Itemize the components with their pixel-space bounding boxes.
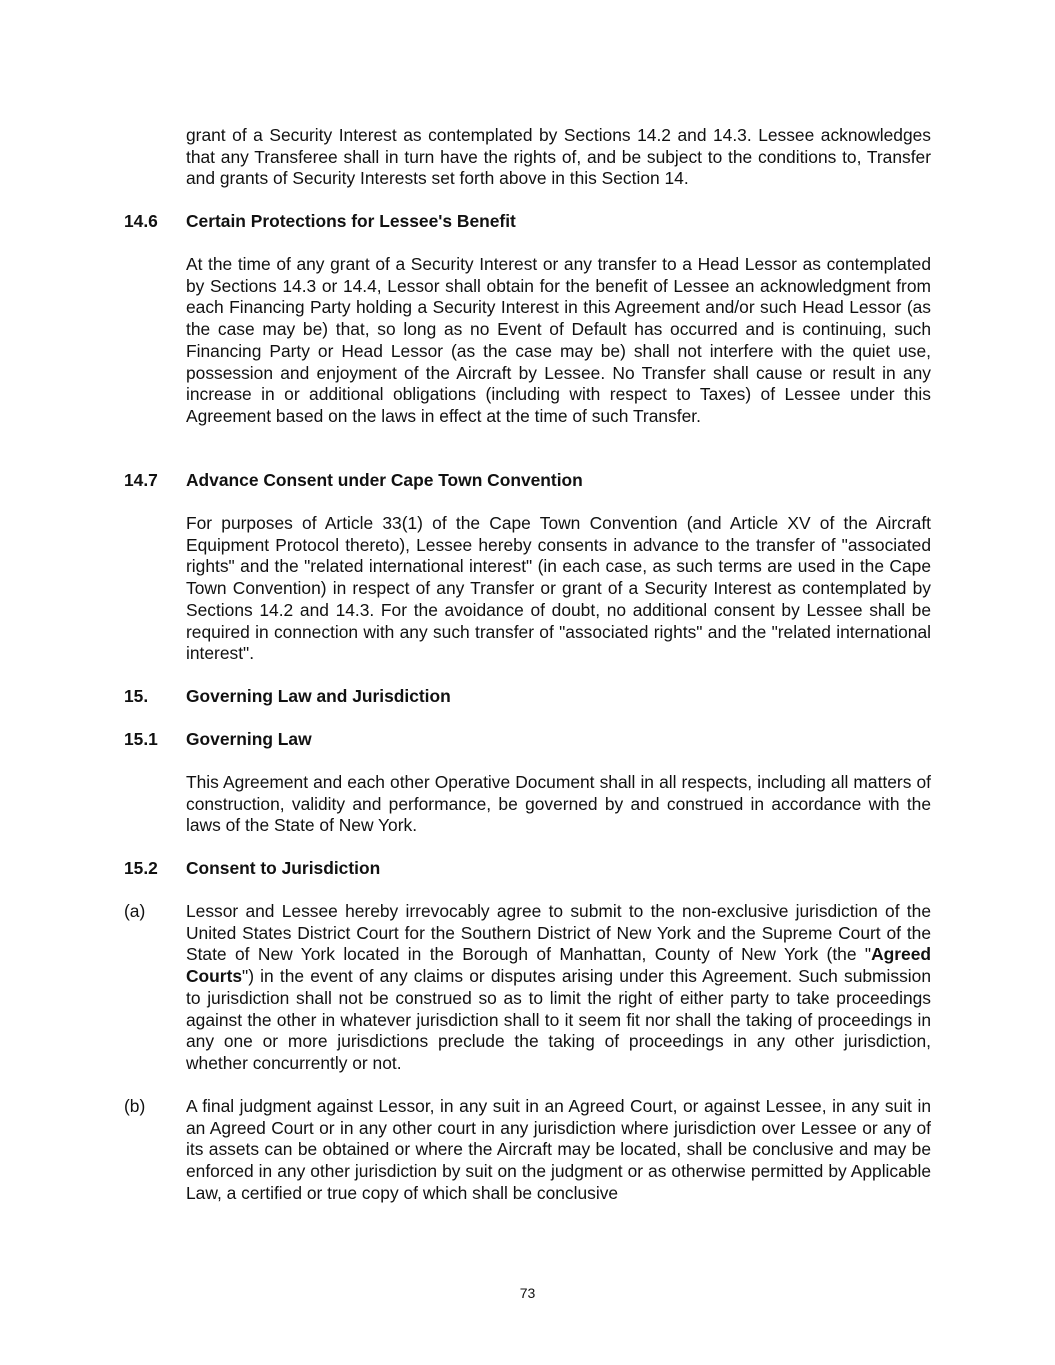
section-number: 15.2 <box>124 858 158 878</box>
section-14-6-body: At the time of any grant of a Security Interest or any transfer to a Head Lessor as contemplated by Sections 14.3 or 14.4, Lessor shall obtain for the benefit of Lessee an acknowledgment from each Financing Party holding a Security Interest in this Agreement and/or such Head Lessor (as the case may be) that, so long as no Event of Default has occurred and is continuing, such Financing Party or Head Lessor (as the case may be) shall not interfere with the quiet use, possession and enjoyment of the Aircraft by Lessee. No Transfer shall cause or result in any increase in or additional obligations (including with respect to Taxes) of Lessee under this Agreement based on the laws in effect at the time of such Transfer. <box>186 254 931 426</box>
section-15-1-heading <box>124 729 931 751</box>
section-number: 14.6 <box>124 211 158 231</box>
section-14-7-body: For purposes of Article 33(1) of the Cape Town Convention (and Article XV of the Aircraft Equipment Protocol thereto), Lessee hereby consents in advance to the transfer of "associated rights" and the "related international interest" (in each case, as such terms are used in the Cape Town Convention) in respect of any Transfer or grant of a Security Interest as contemplated by Sections 14.2 and 14.3. For the avoidance of doubt, no additional consent by Lessee shall be required in connection with any such transfer of "associated rights" and the "related international interest". <box>186 513 931 664</box>
section-number: 15. <box>124 686 149 706</box>
section-title: Certain Protections for Lessee's Benefit <box>186 211 516 231</box>
section-title: Advance Consent under Cape Town Convention <box>186 470 583 490</box>
section-15-heading <box>124 686 931 708</box>
section-14-6-heading <box>124 211 931 233</box>
section-title: Consent to Jurisdiction <box>186 858 381 878</box>
section-15-1-body: This Agreement and each other Operative Document shall in all respects, including all matters of construction, validity and performance, be governed by and construed in accordance with the laws of the State of New York. <box>186 772 931 836</box>
clause-a-text-after: ") in the event of any claims or disputes arising under this Agreement. Such submission to jurisdiction shall not be construed so as to limit the right of either party to take proceedings against the other in whatever jurisdiction shall to it seem fit nor shall the taking of proceedings in any one or more jurisdictions preclude the taking of proceedings in any other jurisdiction, whether concurrently or not. <box>186 966 931 1073</box>
section-title: Governing Law <box>186 729 312 749</box>
section-title: Governing Law and Jurisdiction <box>186 686 451 706</box>
section-14-7-heading <box>124 470 931 492</box>
defined-term-agreed-courts: Agreed Courts <box>186 944 931 987</box>
intro-paragraph: grant of a Security Interest as contemplated by Sections 14.2 and 14.3. Lessee acknowledges that any Transferee shall in turn have the rights of, and be subject to the conditions to, Transfer and grants of Security Interests set forth above in this Section 14. <box>186 125 931 189</box>
section-15-2-heading <box>124 858 931 880</box>
clause-b-body: A final judgment against Lessor, in any suit in an Agreed Court, or against Lessee, in any suit in an Agreed Court or in any other court in any jurisdiction where jurisdiction over Lessee or any of its assets can be obtained or where the Aircraft may be located, shall be conclusive and may be enforced in any other jurisdiction by suit on the judgment or as otherwise permitted by Applicable Law, a certified or true copy of which shall be conclusive <box>186 1096 931 1203</box>
clause-a-label: (a) <box>124 901 146 921</box>
clause-b-label: (b) <box>124 1096 146 1116</box>
clause-a-body <box>186 901 931 1075</box>
section-number: 15.1 <box>124 729 158 749</box>
section-number: 14.7 <box>124 470 158 490</box>
clause-a-text-before: Lessor and Lessee hereby irrevocably agree to submit to the non-exclusive jurisdiction of the United States District Court for the Southern District of New York and the Supreme Court of the State of New York located in the Borough of Manhattan, County of New York (the " <box>186 901 931 965</box>
page-number: 73 <box>519 1285 536 1301</box>
